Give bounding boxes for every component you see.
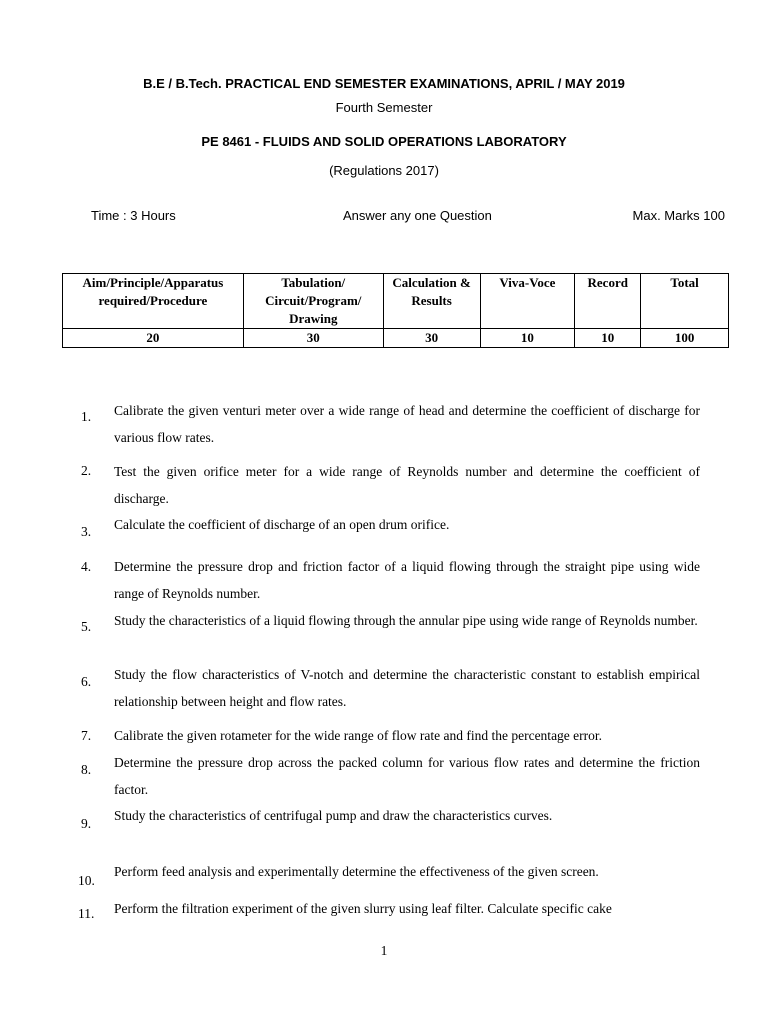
question-text: Study the characteristics of a liquid flowing through the annular pipe using wide range of Reynolds number.: [114, 613, 698, 628]
instruction-label: Answer any one Question: [343, 208, 492, 223]
question-number: 10.: [78, 873, 95, 888]
question-text: Determine the pressure drop across the packed column for various flow rates and determine the friction factor.: [114, 755, 700, 797]
question-number: 5.: [81, 619, 92, 634]
exam-title: B.E / B.Tech. PRACTICAL END SEMESTER EXAMINATIONS, APRIL / MAY 2019: [143, 76, 625, 91]
value-cell: 30: [383, 329, 480, 348]
question-text: Calculate the coefficient of discharge of an open drum orifice.: [114, 517, 450, 532]
question-number: 8.: [81, 762, 92, 777]
question-number: 11.: [78, 906, 95, 921]
question-text: Determine the pressure drop and friction factor of a liquid flowing through the straight pipe using wide range of Reynolds number.: [114, 559, 700, 601]
question-number: 7.: [81, 728, 92, 743]
header-cell: Aim/Principle/Apparatus required/Procedure: [63, 274, 244, 329]
max-marks-label: Max. Marks 100: [632, 208, 725, 223]
page-number: 1: [380, 943, 388, 958]
question-number: 1.: [81, 409, 92, 424]
value-cell: 10: [575, 329, 641, 348]
header-cell: Record: [575, 274, 641, 329]
value-cell: 20: [63, 329, 244, 348]
question-text: Perform the filtration experiment of the given slurry using leaf filter. Calculate specific cake: [114, 901, 612, 916]
header-cell: Calculation & Results: [383, 274, 480, 329]
question-number: 2.: [81, 463, 92, 478]
header-cell: Viva-Voce: [480, 274, 575, 329]
regulations-label: (Regulations 2017): [329, 163, 439, 178]
marks-value-row: [63, 329, 729, 348]
question-number: 9.: [81, 816, 92, 831]
question-text: Test the given orifice meter for a wide range of Reynolds number and determine the coefficient of discharge.: [114, 464, 700, 506]
header-cell: Total: [641, 274, 729, 329]
semester-label: Fourth Semester: [335, 100, 433, 115]
question-number: 3.: [81, 524, 92, 539]
question-number: 4.: [81, 559, 92, 574]
value-cell: 100: [641, 329, 729, 348]
value-cell: 10: [480, 329, 575, 348]
question-text: Calibrate the given rotameter for the wide range of flow rate and find the percentage error.: [114, 728, 603, 743]
question-text: Study the characteristics of centrifugal pump and draw the characteristics curves.: [114, 808, 553, 823]
marks-header-row: [63, 274, 729, 329]
header-cell: Tabulation/ Circuit/Program/ Drawing: [243, 274, 383, 329]
marks-table: [62, 273, 729, 348]
time-label: Time : 3 Hours: [91, 208, 176, 223]
question-text: Study the flow characteristics of V-notch and determine the characteristic constant to establish empirical relationship between height and flow rates.: [114, 667, 700, 709]
question-text: Calibrate the given venturi meter over a wide range of head and determine the coefficient of discharge for various flow rates.: [114, 403, 700, 445]
value-cell: 30: [243, 329, 383, 348]
question-text: Perform feed analysis and experimentally determine the effectiveness of the given screen.: [114, 864, 599, 879]
course-title: PE 8461 - FLUIDS AND SOLID OPERATIONS LABORATORY: [201, 134, 567, 149]
question-number: 6.: [81, 674, 92, 689]
